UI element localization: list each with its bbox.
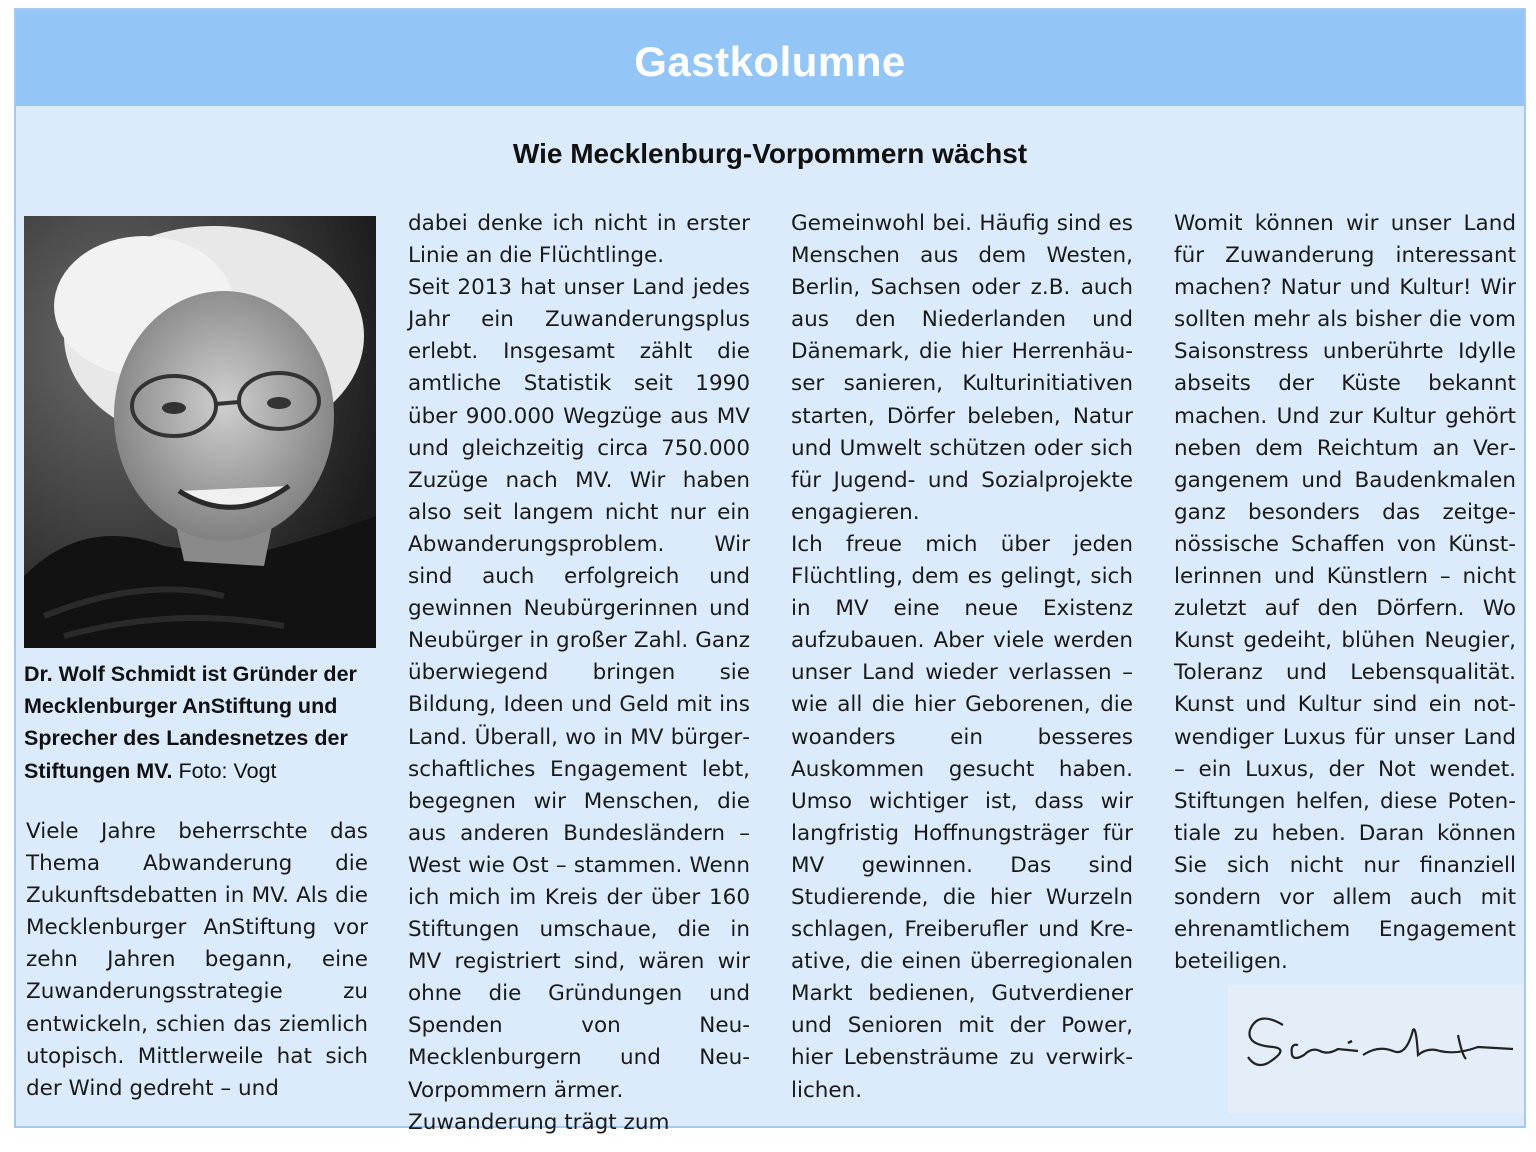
signature-image (1228, 985, 1524, 1113)
author-photo (24, 216, 376, 648)
caption-text: Dr. Wolf Schmidt ist Gründer der Mecklenburger AnStiftung und Sprecher des Landesnetzes der Stiftungen MV. (24, 662, 357, 783)
paragraph: Womit können wir unser Land für Zuwanderung interessant machen? Natur und Kultur! Wir sollten mehr als bisher die vom Saisonstress unberührte Idylle abseits der Küste bekannt machen. Und zur Kultur gehört neben dem Reichtum an Vergangenem und Baudenkmalen ganz besonders das zeitgenössische Schaffen von Künstlerinnen und Künstlern – nicht zuletzt auf den Dörfern. Wo Kunst gedeiht, blühen Neugier, Toleranz und Lebensqualität. Kunst und Kultur sind ein notwendiger Luxus für unser Land – ein Luxus, der Not wendet. Stiftungen helfen, diese Potentiale zu heben. Daran können Sie sich nicht nur finanziell sondern vor allem auch mit ehrenamtlichem Engagement beteiligen. (1174, 211, 1516, 975)
paragraph: Viele Jahre beherrschte das Thema Abwanderung die Zukunftsdebatten in MV. Als die Mecklenburger AnStiftung vor zehn Jahren begann, eine Zuwanderungsstrategie zu entwickeln, schien das ziemlich utopisch. Mittlerweile hat sich der Wind gedreht – und (26, 819, 368, 1101)
section-title: Gastkolumne (634, 38, 906, 85)
text-column-1 (26, 816, 368, 1105)
guest-column-panel (14, 8, 1526, 1135)
paragraph: Seit 2013 hat unser Land jedes Jahr ein Zuwanderungsplus erlebt. Insgesamt zählt die amtliche Statistik seit 1990 über 900.000 Wegzüge aus MV und gleichzeitig circa 750.000 Zuzüge nach MV. Wir haben also seit langem nicht nur ein Abwanderungsproblem. Wir sind auch erfolgreich und gewinnen Neubürgerinnen und Neubürger in großer Zahl. Ganz überwiegend bringen sie Bildung, Ideen und Geld mit ins Land. Überall, wo in MV bürgerschaftliches Engagement lebt, begegnen wir Menschen, die aus anderen Bundesländern – West wie Ost – stammen. Wenn ich mich im Kreis der über 160 Stiftungen umschaue, die in MV registriert sind, wären wir ohne die Gründungen und Spenden von Neu-Mecklenburgern und Neu-Vorpommern ärmer. (408, 275, 750, 1103)
text-column-3 (791, 208, 1133, 1107)
photo-caption (24, 658, 380, 787)
paragraph: dabei denke ich nicht in erster Linie an die Flüchtlinge. (408, 211, 750, 269)
article-headline: Wie Mecklenburg-Vorpommern wächst (512, 138, 1028, 169)
header-bar (16, 10, 1524, 106)
portrait-image (24, 216, 376, 648)
author-signature (1228, 985, 1524, 1113)
text-column-2 (408, 208, 750, 1139)
paragraph: Zuwanderung trägt zum (408, 1109, 670, 1135)
text-column-4 (1174, 208, 1516, 978)
photo-credit: Foto: Vogt (178, 758, 277, 783)
paragraph: Gemeinwohl bei. Häufig sind es Menschen aus dem Westen, Berlin, Sachsen oder z.B. auch aus den Niederlanden und Dänemark, die hier Herrenhäuser sanieren, Kulturinitiativen starten, Dörfer beleben, Natur und Umwelt schützen oder sich für Jugend- und Sozialprojekte engagieren. (791, 211, 1133, 525)
paragraph: Ich freue mich über jeden Flüchtling, dem es gelingt, sich in MV eine neue Existenz aufzubauen. Aber viele werden unser Land wieder verlassen – wie all die hier Geborenen, die woanders ein besseres Auskommen gesucht haben. Umso wichtiger ist, dass wir langfristig Hoffnungsträger für MV gewinnen. Das sind Studierende, die hier Wurzeln schlagen, Freiberufler und Kreative, die einen überregionalen Markt bedienen, Gutverdiener und Senioren mit der Power, hier Lebensträume zu verwirklichen. (791, 531, 1133, 1103)
